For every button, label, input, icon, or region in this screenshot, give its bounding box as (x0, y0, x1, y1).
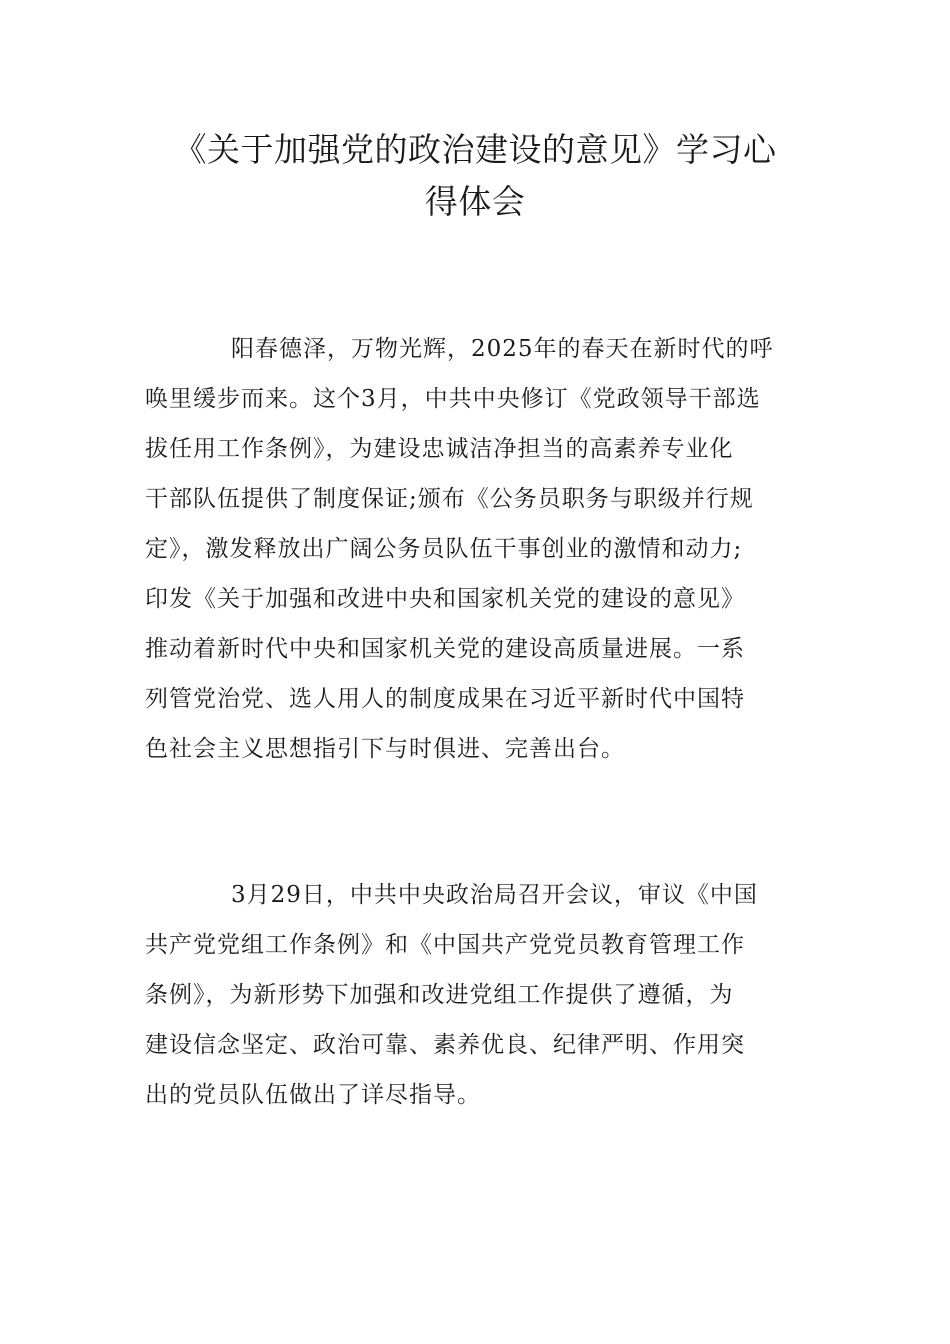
body-paragraph (145, 870, 809, 1120)
paragraph-line: 3月29日，中共中央政治局召开会议，审议《中国 (231, 882, 758, 908)
paragraph-line: 出的党员队伍做出了详尽指导。 (145, 1082, 481, 1108)
paragraph-line: 定》，激发释放出广阔公务员队伍干事创业的激情和动力; (145, 536, 743, 562)
title-line: 《关于加强党的政治建设的意见》学习心 (173, 130, 777, 169)
body-paragraph (145, 324, 809, 774)
paragraph-line: 拔任用工作条例》，为建设忠诚洁净担当的高素养专业化 (145, 436, 734, 462)
paragraph-line: 建设信念坚定、政治可靠、素养优良、纪律严明、作用突 (145, 1032, 745, 1058)
paragraph-line: 干部队伍提供了制度保证;颁布《公务员职务与职级并行规 (145, 486, 754, 512)
document-title (140, 124, 810, 228)
paragraph-line: 阳春德泽，万物光辉，2025年的春天在新时代的呼 (231, 336, 774, 362)
paragraph-line: 条例》，为新形势下加强和改进党组工作提供了遵循，为 (145, 982, 734, 1008)
paragraph-line: 推动着新时代中央和国家机关党的建设高质量进展。一系 (145, 636, 745, 662)
paragraph-line: 唤里缓步而来。这个3月，中共中央修订《党政领导干部选 (145, 386, 761, 412)
paragraph-line: 色社会主义思想指引下与时俱进、完善出台。 (145, 736, 625, 762)
title-line: 得体会 (424, 182, 526, 221)
paragraph-line: 共产党党组工作条例》和《中国共产党党员教育管理工作 (145, 932, 745, 958)
paragraph-line: 印发《关于加强和改进中央和国家机关党的建设的意见》 (145, 586, 745, 612)
paragraph-line: 列管党治党、选人用人的制度成果在习近平新时代中国特 (145, 686, 745, 712)
